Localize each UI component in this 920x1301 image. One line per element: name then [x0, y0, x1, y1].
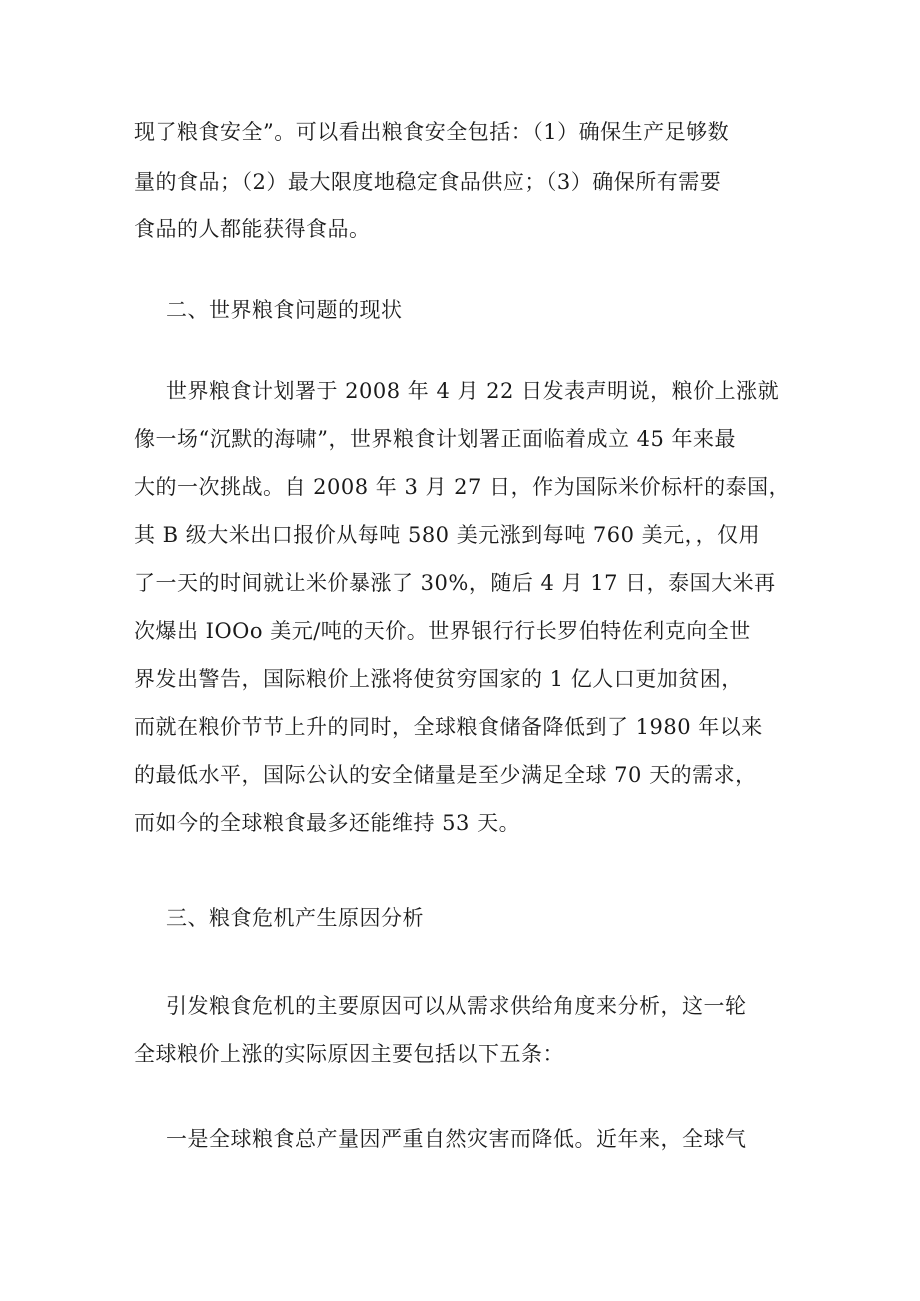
paragraph-5-line-1: 引发粮食危机的主要原因可以从需求供给角度来分析，这一轮	[166, 994, 747, 1018]
section-heading-2: 二、世界粮食问题的现状	[166, 298, 403, 322]
paragraph-3-line-3: 大的一次挑战。自 2008 年 3 月 27 日，作为国际米价标杆的泰国，	[134, 475, 791, 499]
paragraph-3-line-6: 次爆出 IOOo 美元/吨的天价。世界银行行长罗伯特佐利克向全世	[134, 619, 751, 643]
paragraph-3-line-1: 世界粮食计划署于 2008 年 4 月 22 日发表声明说，粮价上涨就	[166, 379, 780, 403]
paragraph-3-line-8: 而就在粮价节节上升的同时，全球粮食储备降低到了 1980 年以来	[134, 715, 763, 739]
paragraph-1-line-3: 食品的人都能获得食品。	[134, 217, 371, 241]
paragraph-6-line-1: 一是全球粮食总产量因严重自然灾害而降低。近年来，全球气	[166, 1127, 747, 1151]
paragraph-3-line-2: 像一场“沉默的海啸”，世界粮食计划署正面临着成立 45 年来最	[134, 427, 737, 451]
paragraph-3-line-7: 界发出警告，国际粮价上涨将使贫穷国家的 1 亿人口更加贫困，	[134, 667, 743, 691]
paragraph-1-line-2: 量的食品；（2）最大限度地稳定食品供应；（3）确保所有需要	[134, 170, 722, 194]
paragraph-3-line-4: 其 B 级大米出口报价从每吨 580 美元涨到每吨 760 美元，，仅用	[134, 523, 761, 547]
paragraph-3-line-9: 的最低水平，国际公认的安全储量是至少满足全球 70 天的需求，	[134, 763, 757, 787]
section-heading-3: 三、粮食危机产生原因分析	[166, 906, 424, 930]
paragraph-3-line-10: 而如今的全球粮食最多还能维持 53 天。	[134, 811, 521, 835]
paragraph-5-line-2: 全球粮价上涨的实际原因主要包括以下五条：	[134, 1042, 564, 1066]
paragraph-3-line-5: 了一天的时间就让米价暴涨了 30%，随后 4 月 17 日，泰国大米再	[134, 571, 776, 595]
paragraph-1-line-1: 现了粮食安全”。可以看出粮食安全包括：（1）确保生产足够数	[134, 120, 730, 144]
